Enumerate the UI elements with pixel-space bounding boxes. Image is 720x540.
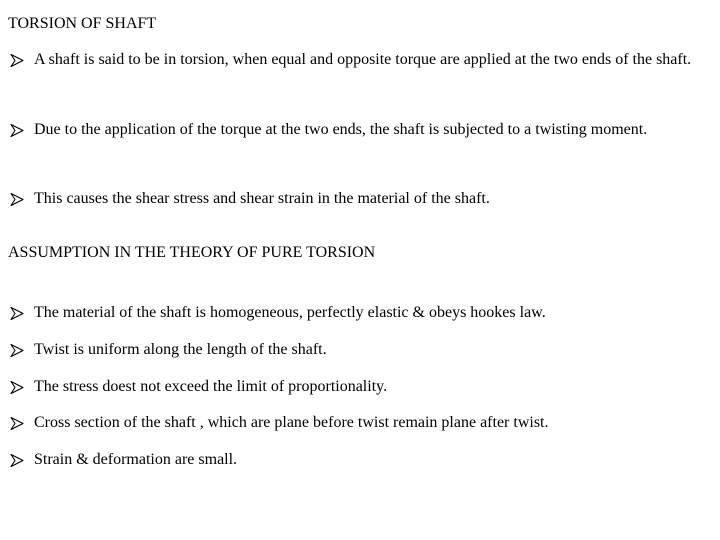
bullet-text: A shaft is said to be in torsion, when equal and opposite torque are applied at the two ends of the shaft. (34, 51, 692, 68)
bullet-text: Cross section of the shaft , which are plane before twist remain plane after twist. (34, 414, 549, 431)
section-heading-assumptions: ASSUMPTION IN THE THEORY OF PURE TORSION (8, 244, 376, 261)
arrowhead-bullet-icon (10, 183, 28, 215)
list-item (10, 444, 710, 476)
list-item (10, 407, 710, 439)
bullet-text: The material of the shaft is homogeneous, perfectly elastic & obeys hookes law. (34, 304, 546, 321)
bullet-text: Twist is uniform along the length of the shaft. (34, 341, 327, 358)
arrowhead-bullet-icon (10, 407, 28, 439)
arrowhead-bullet-icon (10, 371, 28, 403)
section-heading-torsion-of-shaft: TORSION OF SHAFT (8, 15, 157, 32)
bullet-text: Due to the application of the torque at the two ends, the shaft is subjected to a twisting moment. (34, 121, 648, 138)
list-item (10, 371, 710, 403)
arrowhead-bullet-icon (10, 114, 28, 146)
list-item (10, 114, 710, 146)
arrowhead-bullet-icon (10, 44, 28, 76)
list-item (10, 44, 710, 76)
list-item (10, 297, 710, 329)
arrowhead-bullet-icon (10, 297, 28, 329)
arrowhead-bullet-icon (10, 334, 28, 366)
arrowhead-bullet-icon (10, 444, 28, 476)
list-item (10, 183, 710, 215)
bullet-text: This causes the shear stress and shear strain in the material of the shaft. (34, 190, 490, 207)
bullet-text: The stress doest not exceed the limit of proportionality. (34, 378, 388, 395)
list-item (10, 334, 710, 366)
bullet-text: Strain & deformation are small. (34, 451, 238, 468)
